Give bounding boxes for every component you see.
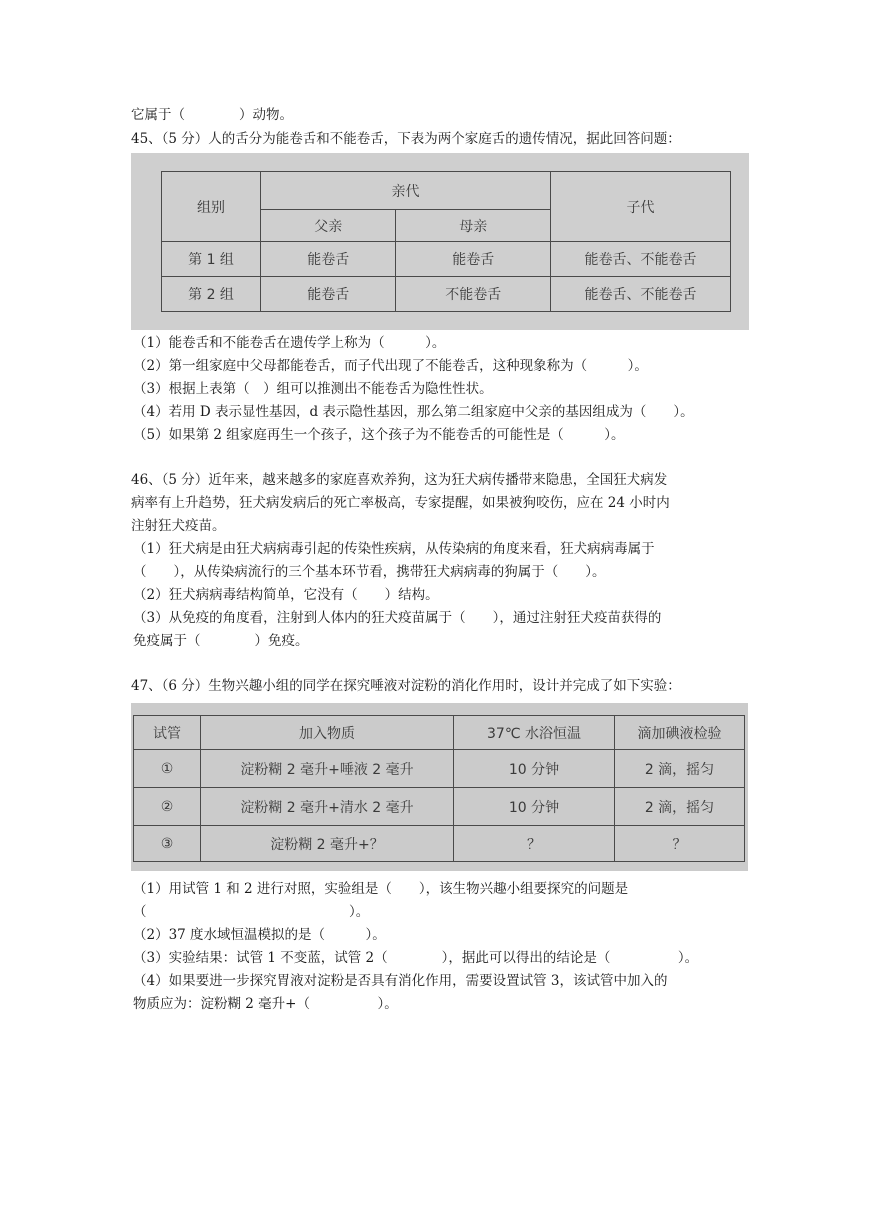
q45-cell-child: 能卷舌、不能卷舌 xyxy=(550,277,730,312)
q45-header-group: 组别 xyxy=(162,172,261,242)
table-row xyxy=(162,277,731,312)
q45-cell-group: 第 2 组 xyxy=(162,277,261,312)
q47-sub-4a: （4）如果要进一步探究胃液对淀粉是否具有消化作用，需要设置试管 3，该试管中加入的 xyxy=(133,973,668,989)
q47-cell-tube: ② xyxy=(134,788,201,826)
q45-sub-1: （1）能卷舌和不能卷舌在遗传学上称为（ ）。 xyxy=(133,335,446,351)
q47-cell-iodine: 2 滴，摇匀 xyxy=(615,750,745,788)
q47-cell-substance: 淀粉糊 2 毫升+清水 2 毫升 xyxy=(201,788,454,826)
q45-header-mother: 母亲 xyxy=(396,210,551,242)
q47-cell-waterbath: ？ xyxy=(454,826,615,862)
q45-cell-group: 第 1 组 xyxy=(162,242,261,277)
table-row xyxy=(134,826,745,862)
q46-sub-3b: 免疫属于（ ）免疫。 xyxy=(133,633,309,649)
q47-cell-tube: ③ xyxy=(134,826,201,862)
q47-sub-3: （3）实验结果：试管 1 不变蓝，试管 2（ ），据此可以得出的结论是（ ）。 xyxy=(133,950,699,966)
table-row xyxy=(134,750,745,788)
q47-cell-iodine: ？ xyxy=(615,826,745,862)
q47-cell-substance: 淀粉糊 2 毫升+唾液 2 毫升 xyxy=(201,750,454,788)
q45-cell-mother: 能卷舌 xyxy=(396,242,551,277)
q47-cell-tube: ① xyxy=(134,750,201,788)
q47-cell-waterbath: 10 分钟 xyxy=(454,750,615,788)
q45-cell-mother: 不能卷舌 xyxy=(396,277,551,312)
q45-table xyxy=(161,171,731,312)
q45-cell-child: 能卷舌、不能卷舌 xyxy=(550,242,730,277)
q45-header-child: 子代 xyxy=(550,172,730,242)
q46-sub-1b: （ ），从传染病流行的三个基本环节看，携带狂犬病病毒的狗属于（ ）。 xyxy=(133,564,606,580)
q47-header-iodine: 滴加碘液检验 xyxy=(615,716,745,750)
q47-stem: 47、（6 分）生物兴趣小组的同学在探究唾液对淀粉的消化作用时，设计并完成了如下实验： xyxy=(131,678,681,694)
q47-header-tube: 试管 xyxy=(134,716,201,750)
q46-stem-2: 病率有上升趋势，狂犬病发病后的死亡率极高，专家提醒，如果被狗咬伤，应在 24 小时内 xyxy=(131,495,670,511)
q45-header-parents: 亲代 xyxy=(261,172,551,210)
q47-cell-waterbath: 10 分钟 xyxy=(454,788,615,826)
q47-table-image xyxy=(131,703,748,871)
q45-sub-5: （5）如果第 2 组家庭再生一个孩子，这个孩子为不能卷舌的可能性是（ ）。 xyxy=(133,427,625,443)
q46-sub-3a: （3）从免疫的角度看，注射到人体内的狂犬疫苗属于（ ），通过注射狂犬疫苗获得的 xyxy=(133,610,662,626)
q47-cell-substance: 淀粉糊 2 毫升+？ xyxy=(201,826,454,862)
q45-sub-2: （2）第一组家庭中父母都能卷舌，而子代出现了不能卷舌，这种现象称为（ ）。 xyxy=(133,358,648,374)
table-row xyxy=(162,242,731,277)
q46-sub-2: （2）狂犬病病毒结构简单，它没有（ ）结构。 xyxy=(133,587,439,603)
q45-sub-4: （4）若用 D 表示显性基因，d 表示隐性基因，那么第二组家庭中父亲的基因组成为（ ）。 xyxy=(133,404,694,420)
intro-line: 它属于（ ）动物。 xyxy=(131,107,293,123)
q45-stem: 45、（5 分）人的舌分为能卷舌和不能卷舌，下表为两个家庭舌的遗传情况，据此回答问题： xyxy=(131,131,681,147)
q47-table xyxy=(133,715,745,862)
q45-table-image xyxy=(131,153,749,330)
q47-sub-2: （2）37 度水域恒温模拟的是（ ）。 xyxy=(133,927,386,943)
q45-sub-3: （3）根据上表第（ ）组可以推测出不能卷舌为隐性性状。 xyxy=(133,381,493,397)
q47-header-substance: 加入物质 xyxy=(201,716,454,750)
q45-header-father: 父亲 xyxy=(261,210,396,242)
q47-sub-1a: （1）用试管 1 和 2 进行对照，实验组是（ ），该生物兴趣小组要探究的问题是 xyxy=(133,881,629,897)
q47-cell-iodine: 2 滴，摇匀 xyxy=(615,788,745,826)
q46-stem-3: 注射狂犬疫苗。 xyxy=(131,518,226,534)
q45-cell-father: 能卷舌 xyxy=(261,242,396,277)
q46-stem-1: 46、（5 分）近年来，越来越多的家庭喜欢养狗，这为狂犬病传播带来隐患，全国狂犬病发 xyxy=(131,472,668,488)
q46-sub-1a: （1）狂犬病是由狂犬病病毒引起的传染性疾病，从传染病的角度来看，狂犬病病毒属于 xyxy=(133,541,655,557)
table-row xyxy=(134,788,745,826)
q47-sub-1b: （ ）。 xyxy=(133,904,370,920)
q47-header-waterbath: 37℃ 水浴恒温 xyxy=(454,716,615,750)
q45-cell-father: 能卷舌 xyxy=(261,277,396,312)
q47-sub-4b: 物质应为：淀粉糊 2 毫升+（ ）。 xyxy=(133,996,398,1012)
